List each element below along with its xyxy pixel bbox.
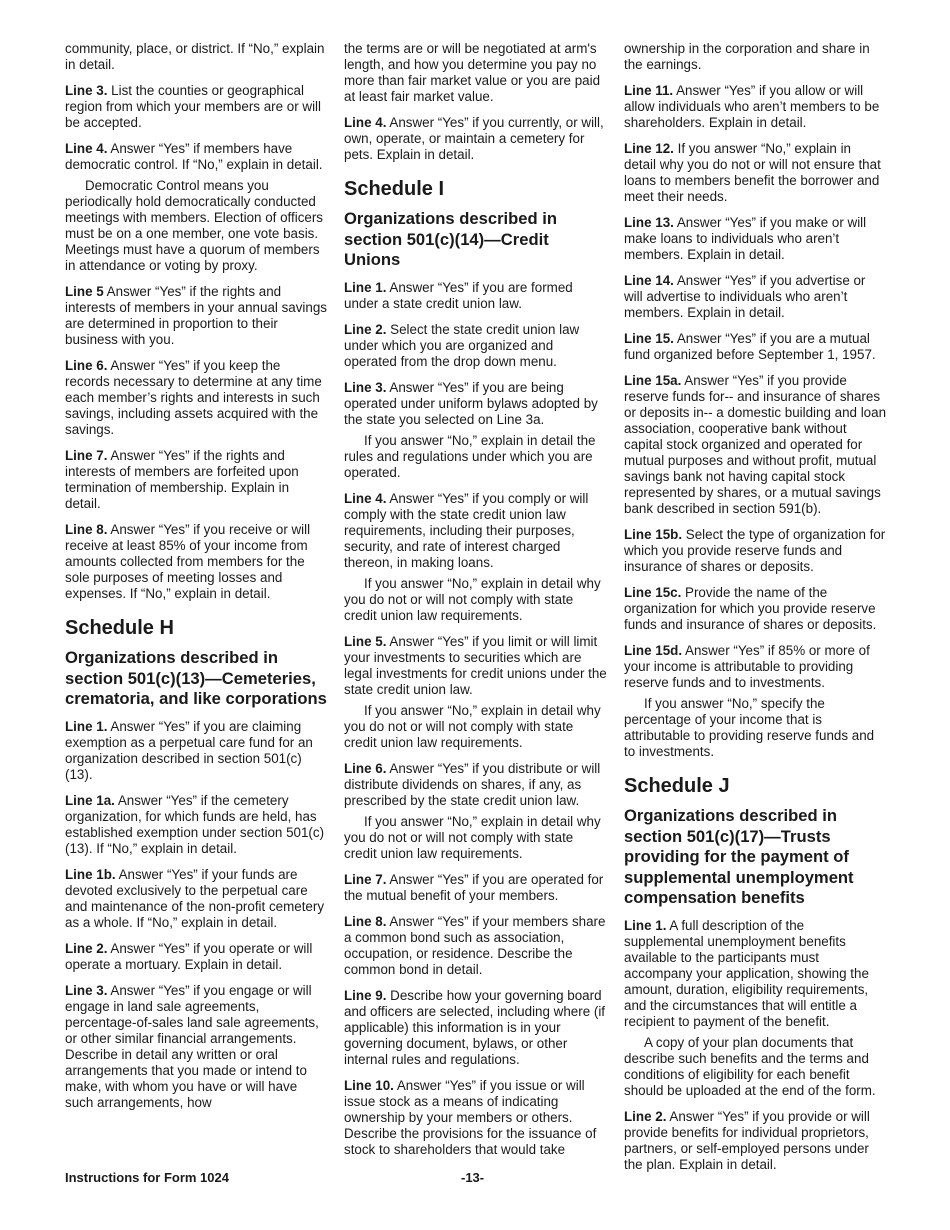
line-text: List the counties or geographical region from which your members are or will be accepted. — [65, 83, 321, 130]
line-label: Line 3. — [65, 83, 108, 98]
i-line-5-no: If you answer “No,” explain in detail why you do not or will not comply with state credit union law requirements. — [344, 702, 601, 750]
i-line-6-no: If you answer “No,” explain in detail why you do not or will not comply with state credit union law requirements. — [344, 813, 601, 861]
column-right — [624, 41, 886, 1183]
line-label: Line 1b. — [65, 866, 116, 882]
i-line-9 — [344, 988, 608, 1068]
column-middle — [344, 41, 608, 1168]
line-15c — [624, 585, 886, 633]
line-label: Line 14. — [624, 273, 674, 288]
line-label: Line 15. — [624, 331, 674, 346]
i-line-4 — [344, 491, 608, 571]
line-text: Answer “Yes” if you engage or will engage in land sale agreements, percentage-of-sales land sale agreements, or other similar financial arrangements. Describe in detail any written or oral arrangements that you made or intend to make, with whom you have or will have such arrangements, how — [65, 982, 319, 1110]
h-line-1b — [65, 867, 327, 931]
line-text: Answer “Yes” if 85% or more of your income is attributable to providing reserve funds and to investments. — [624, 643, 870, 690]
column-left — [65, 41, 327, 1121]
j-line-1 — [624, 918, 886, 1030]
line-text: Answer “Yes” if members have democratic control. If “No,” explain in detail. — [65, 141, 323, 172]
j-line-2 — [624, 1109, 886, 1173]
line-label: Line 9. — [344, 987, 387, 1003]
line-text: Select the type of organization for which you provide reserve funds and insurance of shares or deposits. — [624, 527, 886, 574]
i-line-3-no: If you answer “No,” explain in detail the rules and regulations under which you are operated. — [344, 432, 596, 480]
line-text: Answer “Yes” if you distribute or will distribute dividends on shares, if any, as prescribed by the state credit union law. — [344, 760, 601, 808]
line-15b — [624, 527, 886, 575]
schedule-i-heading: Schedule I — [344, 178, 445, 200]
line-label: Line 7. — [65, 448, 108, 463]
line-label: Line 5. — [344, 633, 387, 649]
line-label: Line 4. — [344, 115, 387, 130]
line-text: Answer “Yes” if you limit or will limit your investments to securities which are legal investments for credit unions under the state credit union law. — [344, 633, 607, 697]
line-4 — [65, 141, 327, 173]
paragraph: ownership in the corporation and share in the earnings. — [624, 41, 870, 72]
line-label: Line 8. — [344, 913, 387, 929]
i-line-4-no: If you answer “No,” explain in detail why you do not or will not comply with state credit union law requirements. — [344, 575, 601, 623]
line-text: Answer “Yes” if you are claiming exemption as a perpetual care fund for an organization described in section 501(c)(13). — [65, 718, 313, 782]
line-label: Line 2. — [344, 321, 387, 337]
line-text: Answer “Yes” if you make or will make loans to individuals who aren’t members. Explain in detail. — [624, 215, 867, 262]
line-label: Line 15c. — [624, 585, 682, 600]
line-label: Line 8. — [65, 522, 108, 537]
i-line-3 — [344, 380, 608, 428]
footer-form-title: Instructions for Form 1024 — [65, 1170, 229, 1185]
democratic-control-paragraph: Democratic Control means you periodically hold democratically conducted meetings with members. Election of officers must be on a one member, one vote basis. Meetings must have a quorum of members in attendance or voting by proxy. — [65, 178, 323, 273]
line-text: Answer “Yes” if you currently, or will, own, operate, or maintain a cemetery for pets. Explain in detail. — [344, 115, 604, 162]
line-label: Line 1. — [65, 718, 108, 734]
line-text: Answer “Yes” if the cemetery organization, for which funds are held, has established exemption under section 501(c)(13). If “No,” explain in detail. — [65, 792, 325, 856]
h-line-1a — [65, 793, 327, 857]
line-text: Answer “Yes” if you are a mutual fund organized before September 1, 1957. — [624, 331, 876, 362]
line-11 — [624, 83, 886, 131]
line-text: Answer “Yes” if the rights and interests of members are forfeited upon termination of membership. Explain in detail. — [65, 448, 299, 511]
schedule-j-heading: Schedule J — [624, 775, 730, 797]
line-text: A full description of the supplemental unemployment benefits available to the participants must accompany your application, showing the amount, duration, eligibility requirements, and the circumstances that will entitle a recipient to payment of the benefit. — [624, 917, 869, 1029]
line-label: Line 5 — [65, 284, 104, 299]
line-label: Line 15a. — [624, 373, 682, 388]
line-label: Line 3. — [65, 982, 108, 998]
schedule-h-subheading: Organizations described in section 501(c)(13)—Cemeteries, crematoria, and like corporations — [65, 648, 327, 708]
i-line-7 — [344, 872, 608, 904]
line-text: Answer “Yes” if you receive or will receive at least 85% of your income from amounts collected from members for the sole purposes of meeting losses and expenses. If “No,” explain in detail. — [65, 522, 311, 601]
line-text: Answer “Yes” if the rights and interests of members in your annual savings are determined in proportion to their business with you. — [65, 284, 327, 347]
line-text: Answer “Yes” if you are being operated under uniform bylaws adopted by the state you selected on Line 3a. — [344, 379, 598, 427]
line-label: Line 11. — [624, 83, 674, 98]
i-line-6 — [344, 761, 608, 809]
line-label: Line 1. — [344, 279, 387, 295]
line-label: Line 10. — [344, 1077, 394, 1093]
i-line-1 — [344, 280, 608, 312]
line-4 — [344, 115, 608, 163]
j-copy-paragraph: A copy of your plan documents that describe such benefits and the terms and conditions of eligibility for each benefit should be uploaded at the end of the form. — [624, 1034, 876, 1098]
schedule-j-subheading: Organizations described in section 501(c)(17)—Trusts providing for the payment of supplemental unemployment compensation benefits — [624, 806, 854, 907]
line-text: Answer “Yes” if your members share a common bond such as association, occupation, or residence. Describe the common bond in detail. — [344, 913, 606, 977]
line-text: Select the state credit union law under which you are organized and operated from the drop down menu. — [344, 321, 580, 369]
line-text: Answer “Yes” if you provide reserve funds for-- and insurance of shares or deposits in-- a domestic building and loan association, cooperative bank without capital stock organized and operated for mutual purposes and without profit, mutual savings bank not having capital stock represented by shares, or a mutual savings bank described in section 591(b). — [624, 373, 887, 516]
line-text: Answer “Yes” if you allow or will allow individuals who aren’t members to be shareholders. Explain in detail. — [624, 83, 880, 130]
line-text: If you answer “No,” explain in detail why you do not or will not ensure that loans to members benefit the borrower and meet their needs. — [624, 141, 881, 204]
line-6 — [65, 358, 327, 438]
line-text: Answer “Yes” if you are operated for the mutual benefit of your members. — [344, 871, 604, 903]
line-label: Line 15d. — [624, 643, 683, 658]
line-label: Line 3. — [344, 379, 387, 395]
line-text: Answer “Yes” if your funds are devoted exclusively to the perpetual care and maintenance of the non-profit cemetery as a whole. If “No,” explain in detail. — [65, 866, 325, 930]
line-15a — [624, 373, 886, 517]
line-text: Provide the name of the organization for which you provide reserve funds and insurance of shares or deposits. — [624, 585, 877, 632]
line-5 — [65, 284, 327, 348]
line-label: Line 4. — [344, 490, 387, 506]
line-label: Line 2. — [65, 940, 108, 956]
line-15d — [624, 643, 886, 691]
line-text: Answer “Yes” if you comply or will comply with the state credit union law requirements, including their purposes, security, and rate of interest charged thereon, in making loans. — [344, 490, 589, 570]
paragraph: community, place, or district. If “No,” explain in detail. — [65, 41, 325, 72]
h-line-2 — [65, 941, 327, 973]
i-line-10 — [344, 1078, 608, 1158]
line-label: Line 1. — [624, 917, 667, 933]
schedule-h-heading: Schedule H — [65, 617, 174, 639]
paragraph: the terms are or will be negotiated at arm's length, and how you determine you pay no more than fair market value or you are paid at least fair market value. — [344, 41, 601, 104]
line-label: Line 12. — [624, 141, 674, 156]
line-label: Line 7. — [344, 871, 387, 887]
line-text: Answer “Yes” if you keep the records necessary to determine at any time each member’s rights and interests in such savings, including assets acquired with the savings. — [65, 358, 322, 437]
line-label: Line 6. — [344, 760, 387, 776]
footer-page-number: -13- — [461, 1170, 485, 1185]
line-8 — [65, 522, 327, 602]
line-text: Answer “Yes” if you advertise or will advertise to individuals who aren’t members. Explain in detail. — [624, 273, 866, 320]
line-label: Line 2. — [624, 1108, 667, 1124]
line-text: Answer “Yes” if you operate or will operate a mortuary. Explain in detail. — [65, 940, 313, 972]
line-text: Answer “Yes” if you provide or will provide benefits for individual proprietors, partners, or self-employed persons under the plan. Explain in detail. — [624, 1108, 870, 1172]
line-label: Line 15b. — [624, 527, 683, 542]
line-label: Line 1a. — [65, 792, 115, 808]
line-7 — [65, 448, 327, 512]
line-text: Answer “Yes” if you issue or will issue stock as a means of indicating ownership by your members or others. Describe the provisions for the issuance of stock to shareholders that would take — [344, 1077, 597, 1157]
i-line-5 — [344, 634, 608, 698]
line-label: Line 4. — [65, 141, 108, 156]
i-line-2 — [344, 322, 608, 370]
line-14 — [624, 273, 886, 321]
line-3 — [65, 83, 327, 131]
line-label: Line 6. — [65, 358, 108, 373]
i-line-8 — [344, 914, 608, 978]
line-text: Answer “Yes” if you are formed under a state credit union law. — [344, 279, 573, 311]
line-label: Line 13. — [624, 215, 674, 230]
h-line-3 — [65, 983, 327, 1111]
h-line-1 — [65, 719, 327, 783]
line-15 — [624, 331, 886, 363]
line-12 — [624, 141, 886, 205]
line-13 — [624, 215, 886, 263]
line-text: Describe how your governing board and officers are selected, including where (if applicable) this information is in your governing document, bylaws, or other internal rules and regulations. — [344, 987, 606, 1067]
schedule-i-subheading: Organizations described in section 501(c)(14)—Credit Unions — [344, 209, 557, 269]
line-15d-no: If you answer “No,” specify the percentage of your income that is attributable to providing reserve funds and to investments. — [624, 696, 875, 759]
